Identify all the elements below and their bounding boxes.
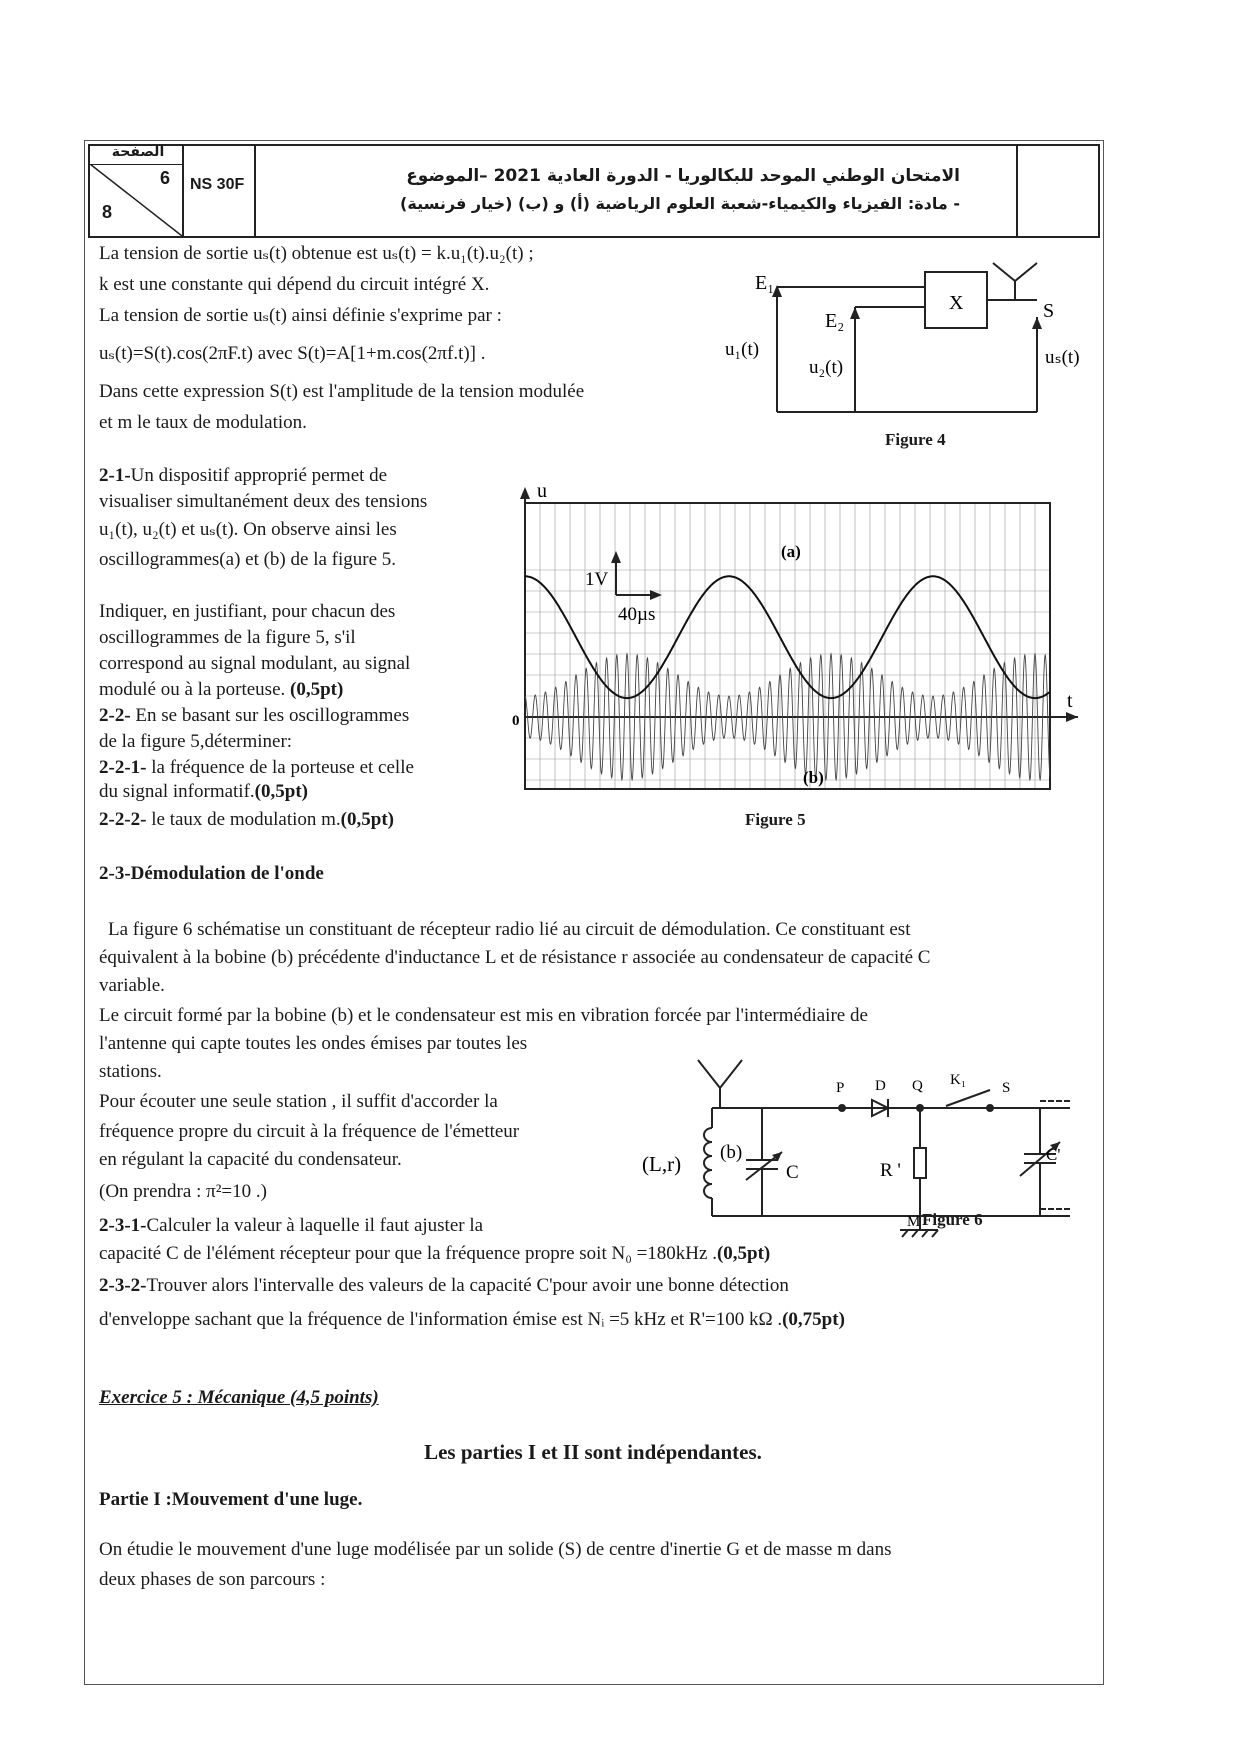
m-label: M [907,1214,921,1230]
figure-6-caption: Figure 6 [922,1210,983,1229]
intro-line-2: k est une constante qui dépend du circuit intégré X. [99,274,490,295]
header-title-2: - مادة: الفيزياء والكيمياء-شعبة العلوم الرياضية (أ) و (ب) (خيار فرنسية) [400,194,960,213]
cp-label: C' [1046,1145,1061,1164]
block-label: X [949,292,964,314]
intro-line-6: et m le taux de modulation. [99,412,307,433]
exercise-5-title: Exercice 5 : Mécanique (4,5 points) [99,1387,379,1408]
q22-line-2: de la figure 5,déterminer: [99,731,293,752]
section-2-3-title: 2-3-Démodulation de l'onde [99,863,324,884]
q-label: Q [912,1078,923,1094]
title-cell [254,146,1018,236]
page-number: 6 [160,168,171,188]
q21-line-5: Indiquer, en justifiant, pour chacun des [99,601,396,622]
q23-para-6: stations. [99,1061,162,1082]
c-label: C [786,1162,799,1183]
q23-para-10: (On prendra : π²=10 .) [99,1181,267,1202]
k1-label: K₁ [950,1072,967,1088]
figure-4-caption: Figure 4 [885,430,946,449]
s-label: S [1002,1080,1011,1096]
lr-label: (L,r) [642,1152,682,1176]
q23-para-2: équivalent à la bobine (b) précédente d'inductance L et de résistance r associée au condensateur de capacité C [99,947,931,968]
u1-label: u₁(t) [725,339,760,360]
dashed-top [1040,1100,1070,1102]
page-label: الصفحة [111,144,165,160]
e1-label: E₁ [755,272,775,294]
q22-line-3: 2-2-1- la fréquence de la porteuse et celle [99,757,414,778]
q21-line-2: visualiser simultanément deux des tensions [99,491,428,512]
label-b: (b) [803,768,824,787]
figure-5-caption: Figure 5 [745,810,806,829]
oscillogram-b [525,654,1050,780]
axis-u-label: u [537,485,547,502]
q21-line-8: modulé ou à la porteuse. (0,5pt) [99,679,344,700]
q21-line-3: u₁(t), u₂(t) et uₛ(t). On observe ainsi les [99,519,397,540]
antenna-right [720,1060,742,1088]
q23-para-9: en régulant la capacité du condensateur. [99,1149,402,1170]
figure-4-diagram [725,255,1095,445]
q23-para-5: l'antenne qui capte toutes les ondes émises par toutes les [99,1033,528,1054]
q232-line-2: d'enveloppe sachant que la fréquence de l'information émise est Nᵢ =5 kHz et R'=100 kΩ .(0,75pt) [99,1309,845,1330]
q22-line-1: 2-2- En se basant sur les oscillogrammes [99,705,410,726]
parts-independent: Les parties I et II sont indépendantes. [424,1440,762,1464]
node-s [986,1104,994,1112]
intro-line-5: Dans cette expression S(t) est l'amplitude de la tension modulée [99,381,585,402]
b-label: (b) [720,1142,743,1163]
oscillogram-a [525,576,1049,698]
q21-line-1: 2-1-Un dispositif approprié permet de [99,465,388,486]
code-cell [182,146,256,236]
q231-line-2: capacité C de l'élément récepteur pour que la fréquence propre soit N₀ =180kHz .(0,5pt) [99,1243,771,1264]
intro-line-1: La tension de sortie uₛ(t) obtenue est uₛ(t) = k.u₁(t).u₂(t) ; [99,243,534,264]
exam-header [88,144,1100,238]
r-label: R ' [880,1160,901,1181]
q23-para-8: fréquence propre du circuit à la fréquence de l'émetteur [99,1121,520,1142]
q231-line-1: 2-3-1-Calculer la valeur à laquelle il faut ajuster la [99,1215,484,1236]
p-label: P [836,1080,845,1096]
q23-para-3: variable. [99,975,165,996]
u2-label: u₂(t) [809,357,844,378]
q21-line-6: oscillogrammes de la figure 5, s'il [99,627,356,648]
q23-para-7: Pour écouter une seule station , il suffit d'accorder la [99,1091,498,1112]
coil-b [704,1128,712,1198]
scale-v-label: 1V [585,569,609,590]
intro-line-4: uₛ(t)=S(t).cos(2πF.t) avec S(t)=A[1+m.cos(2πf.t)] . [99,343,486,364]
q232-line-1: 2-3-2-Trouver alors l'intervalle des valeurs de la capacité C'pour avoir une bonne détection [99,1275,789,1296]
resistor-r [914,1148,926,1178]
q21-line-7: correspond au signal modulant, au signal [99,653,411,674]
q22-line-5: 2-2-2- le taux de modulation m.(0,5pt) [99,809,394,830]
figure-6-circuit [620,1048,1080,1238]
exam-code: NS 30F [190,176,245,193]
label-a: (a) [781,542,801,561]
origin-label: 0 [512,713,520,729]
ex5-para-1: On étudie le mouvement d'une luge modélisée par un solide (S) de centre d'inertie G et de masse m dans [99,1539,892,1560]
intro-line-3: La tension de sortie uₛ(t) ainsi définie s'exprime par : [99,305,502,326]
dashed-bottom [1040,1208,1070,1210]
node-p [838,1104,846,1112]
q22-line-4: du signal informatif.(0,5pt) [99,781,308,802]
header-title-1: الامتحان الوطني الموحد للبكالوريا - الدورة العادية 2021 –الموضوع [406,166,960,186]
page-total: 8 [102,202,113,222]
s-label: S [1043,300,1055,322]
figure-5-oscillogram [505,485,1095,815]
q21-line-4: oscillogrammes(a) et (b) de la figure 5. [99,549,397,570]
partie-1-title: Partie I :Mouvement d'une luge. [99,1489,363,1510]
ex5-para-2: deux phases de son parcours : [99,1569,326,1590]
e2-label: E₂ [825,310,845,332]
d-label: D [875,1078,886,1094]
node-q [916,1104,924,1112]
page-number-cell [90,146,184,236]
q23-para-4: Le circuit formé par la bobine (b) et le condensateur est mis en vibration forcée par l'intermédiaire de [99,1005,868,1026]
us-label: uₛ(t) [1045,347,1080,368]
q23-para-1: La figure 6 schématise un constituant de récepteur radio lié au circuit de démodulation. Ce constituant est [108,919,911,940]
scale-t-label: 40µs [618,604,656,625]
switch-k1 [946,1090,990,1106]
axis-t-label: t [1067,690,1073,712]
antenna-left [698,1060,720,1088]
